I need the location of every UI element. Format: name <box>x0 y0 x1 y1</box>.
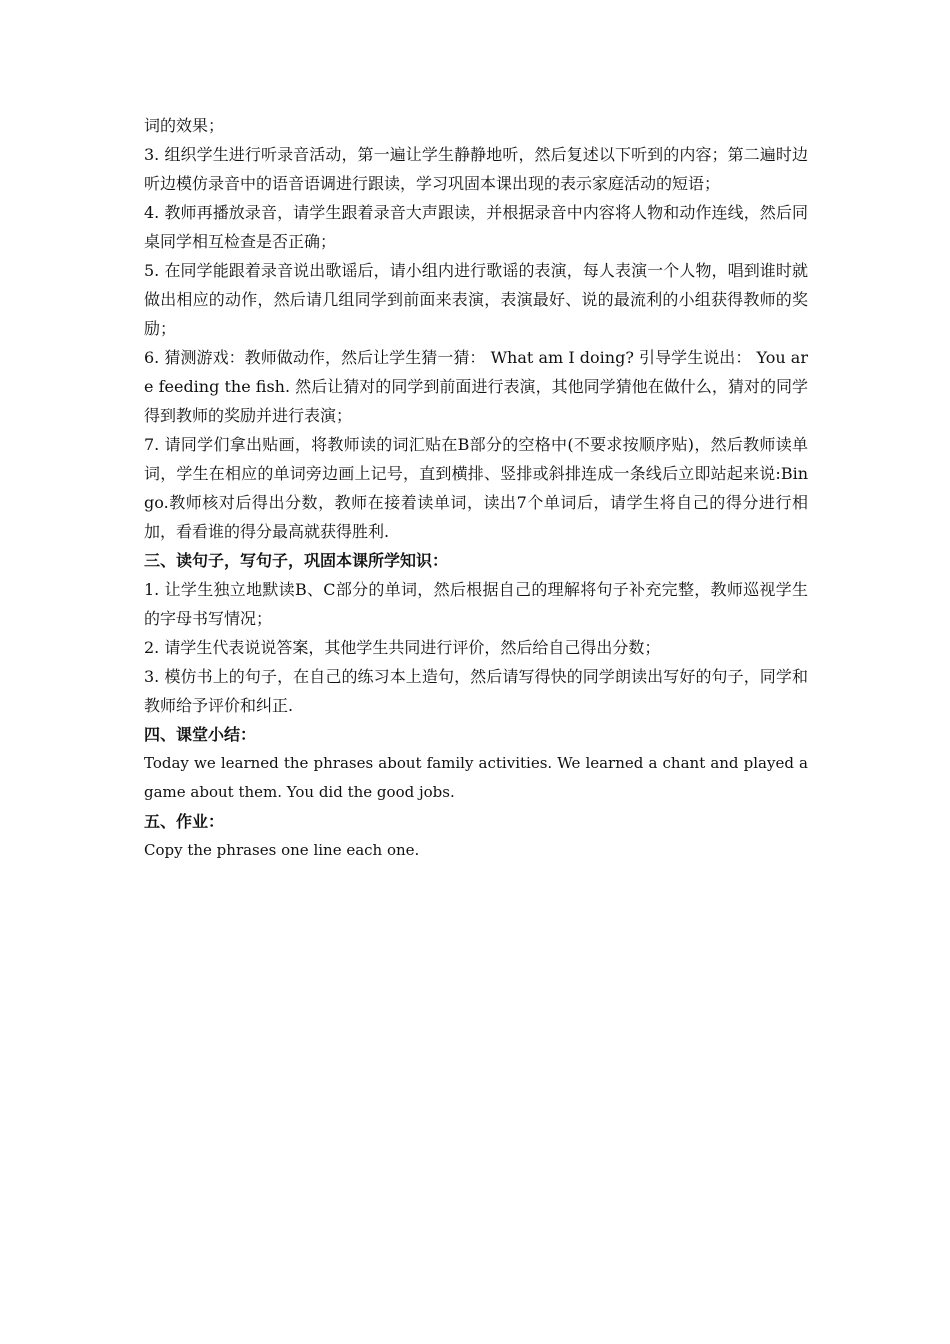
document-body <box>144 111 808 865</box>
step-6-guessing-game: 6. 猜测游戏：教师做动作，然后让学生猜一猜： What am I doing? 引导学生说出： You are feeding the fish. 然后让猜对的同学到前面进行表演，其他同学猜他在做什么，猜对的同学得到教师的奖励并进行表演； <box>144 348 808 425</box>
step-7-bingo: 7. 请同学们拿出贴画，将教师读的词汇贴在B部分的空格中(不要求按顺序贴)，然后教师读单词，学生在相应的单词旁边画上记号，直到横排、竖排或斜排连成一条线后立即站起来说:Bingo.教师核对后得出分数，教师在接着读单词，读出7个单词后，请学生将自己的得分进行相加，看看谁的得分最高就获得胜利. <box>144 435 808 541</box>
step-3-listening: 3. 组织学生进行听录音活动，第一遍让学生静静地听，然后复述以下听到的内容；第二遍时边听边模仿录音中的语音语调进行跟读，学习巩固本课出现的表示家庭活动的短语； <box>144 145 808 193</box>
summary-paragraph: Today we learned the phrases about family activities. We learned a chant and played a game about them. You did the good jobs. <box>144 754 808 801</box>
step-5-chant-performance: 5. 在同学能跟着录音说出歌谣后，请小组内进行歌谣的表演，每人表演一个人物，唱到谁时就做出相应的动作，然后请几组同学到前面来表演，表演最好、说的最流利的小组获得教师的奖励； <box>144 261 808 338</box>
section-3-step-1: 1. 让学生独立地默读B、C部分的单词，然后根据自己的理解将句子补充完整，教师巡视学生的字母书写情况； <box>144 580 808 628</box>
step-4-replay: 4. 教师再播放录音，请学生跟着录音大声跟读，并根据录音中内容将人物和动作连线，然后同桌同学相互检查是否正确； <box>144 203 808 251</box>
homework-paragraph: Copy the phrases one line each one. <box>144 841 420 859</box>
section-3-step-3: 3. 模仿书上的句子，在自己的练习本上造句，然后请写得快的同学朗读出写好的句子，同学和教师给予评价和纠正. <box>144 667 808 715</box>
intro-paragraph: 词的效果； <box>144 116 225 135</box>
section-5-heading: 五、作业： <box>144 812 225 831</box>
section-3-step-2: 2. 请学生代表说说答案，其他学生共同进行评价，然后给自己得出分数； <box>144 638 661 657</box>
section-3-heading: 三、读句子，写句子，巩固本课所学知识： <box>144 551 449 570</box>
section-4-heading: 四、课堂小结： <box>144 725 257 744</box>
